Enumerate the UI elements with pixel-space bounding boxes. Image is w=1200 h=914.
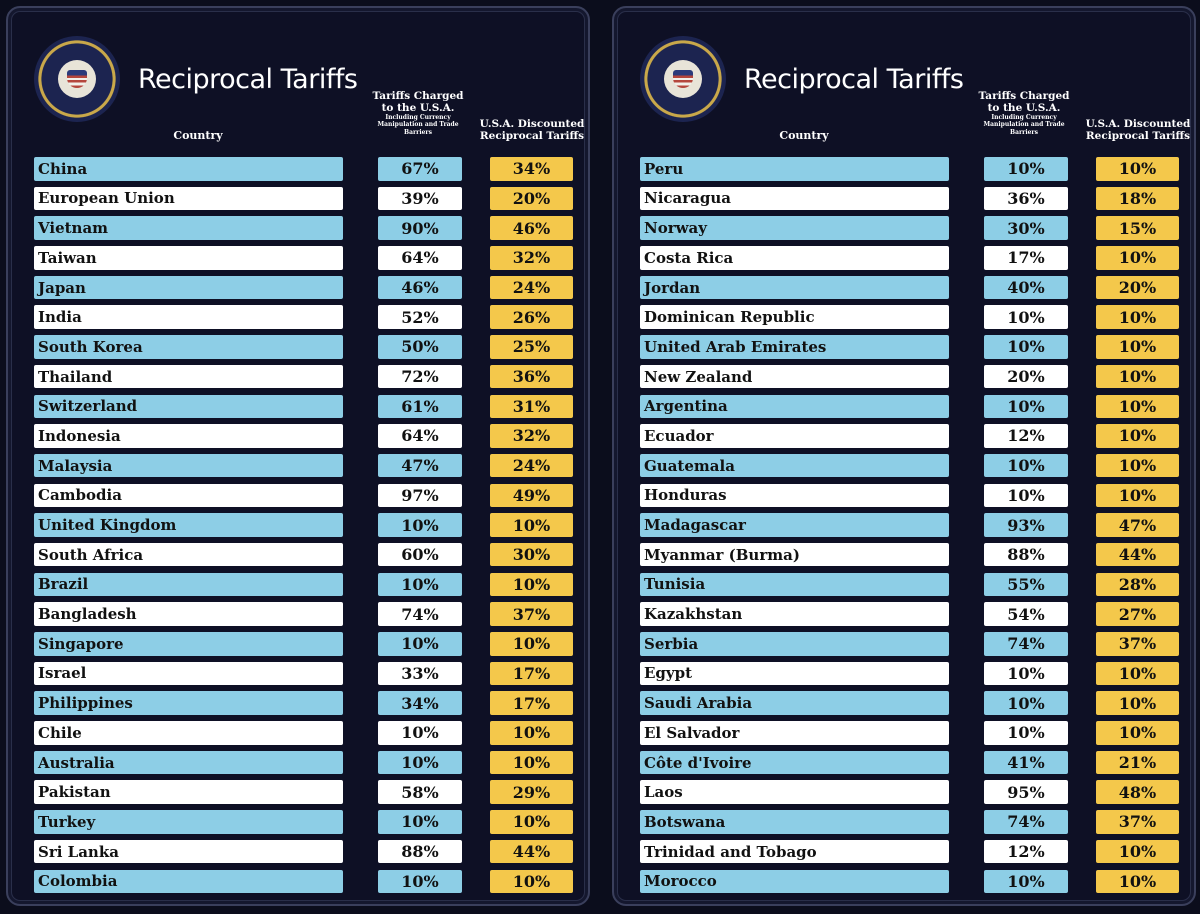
tariff-charged-cell: 47% (378, 454, 462, 478)
country-cell: Sri Lanka (34, 840, 343, 864)
discounted-tariff-cell: 47% (1096, 513, 1179, 537)
tariff-charged-cell: 12% (984, 424, 1068, 448)
header-tariffs-charged (370, 90, 466, 136)
table-row (34, 244, 580, 274)
panel-title: Reciprocal Tariffs (744, 64, 964, 95)
table-row (640, 422, 1186, 452)
discounted-tariff-cell: 10% (1096, 335, 1179, 359)
discounted-tariff-cell: 36% (490, 365, 573, 389)
tariff-charged-cell: 95% (984, 780, 1068, 804)
country-cell: Malaysia (34, 454, 343, 478)
country-cell: South Africa (34, 543, 343, 567)
table-row (640, 244, 1186, 274)
tariff-charged-cell: 10% (984, 662, 1068, 686)
table-row (640, 303, 1186, 333)
discounted-tariff-cell: 10% (1096, 305, 1179, 329)
table-row (34, 482, 580, 512)
table-row (34, 689, 580, 719)
tariff-charged-cell: 74% (984, 632, 1068, 656)
discounted-tariff-cell: 44% (1096, 543, 1179, 567)
country-cell: Dominican Republic (640, 305, 949, 329)
country-cell: Brazil (34, 573, 343, 597)
table-row (640, 155, 1186, 185)
discounted-tariff-cell: 34% (490, 157, 573, 181)
tariff-charged-cell: 34% (378, 691, 462, 715)
tariff-charged-cell: 41% (984, 751, 1068, 775)
discounted-tariff-cell: 10% (1096, 662, 1179, 686)
country-cell: Costa Rica (640, 246, 949, 270)
tariff-charged-cell: 33% (378, 662, 462, 686)
tariff-charged-cell: 10% (378, 573, 462, 597)
country-cell: Tunisia (640, 573, 949, 597)
country-cell: Honduras (640, 484, 949, 508)
tariff-charged-cell: 52% (378, 305, 462, 329)
tariff-charged-cell: 36% (984, 187, 1068, 211)
country-cell: Botswana (640, 810, 949, 834)
discounted-tariff-cell: 10% (1096, 840, 1179, 864)
country-cell: Israel (34, 662, 343, 686)
tariff-charged-cell: 72% (378, 365, 462, 389)
discounted-tariff-cell: 20% (1096, 276, 1179, 300)
table-row (34, 363, 580, 393)
table-row (34, 868, 580, 898)
country-cell: Morocco (640, 870, 949, 894)
discounted-tariff-cell: 18% (1096, 187, 1179, 211)
tariff-charged-cell: 40% (984, 276, 1068, 300)
table-row (640, 452, 1186, 482)
country-cell: Taiwan (34, 246, 343, 270)
country-cell: Madagascar (640, 513, 949, 537)
tariff-charged-cell: 10% (378, 810, 462, 834)
tariff-charged-cell: 20% (984, 365, 1068, 389)
tariff-charged-cell: 46% (378, 276, 462, 300)
country-cell: Cambodia (34, 484, 343, 508)
table-row (640, 185, 1186, 215)
discounted-tariff-cell: 15% (1096, 216, 1179, 240)
header-tariffs-charged-sub: Including Currency Manipulation and Trade Barriers (377, 114, 459, 136)
table-row (640, 511, 1186, 541)
table-row (34, 571, 580, 601)
tariff-charged-cell: 10% (378, 632, 462, 656)
discounted-tariff-cell: 10% (1096, 484, 1179, 508)
discounted-tariff-cell: 10% (490, 810, 573, 834)
table-row (640, 660, 1186, 690)
country-cell: Indonesia (34, 424, 343, 448)
tariff-charged-cell: 12% (984, 840, 1068, 864)
discounted-tariff-cell: 10% (1096, 870, 1179, 894)
discounted-tariff-cell: 31% (490, 395, 573, 419)
presidential-seal-icon (640, 36, 726, 122)
tariff-charged-cell: 74% (378, 602, 462, 626)
tariff-panel-right (612, 6, 1196, 906)
country-cell: Guatemala (640, 454, 949, 478)
country-cell: Switzerland (34, 395, 343, 419)
country-cell: El Salvador (640, 721, 949, 745)
discounted-tariff-cell: 25% (490, 335, 573, 359)
table-row (34, 778, 580, 808)
discounted-tariff-cell: 10% (490, 870, 573, 894)
table-row (34, 155, 580, 185)
country-cell: India (34, 305, 343, 329)
tariff-charged-cell: 93% (984, 513, 1068, 537)
table-row (640, 393, 1186, 423)
country-cell: Singapore (34, 632, 343, 656)
country-cell: United Arab Emirates (640, 335, 949, 359)
table-row (34, 719, 580, 749)
table-row (640, 778, 1186, 808)
tariff-charged-cell: 74% (984, 810, 1068, 834)
table-row (640, 363, 1186, 393)
country-cell: Côte d'Ivoire (640, 751, 949, 775)
table-row (34, 511, 580, 541)
discounted-tariff-cell: 10% (490, 721, 573, 745)
table-row (640, 482, 1186, 512)
country-cell: Australia (34, 751, 343, 775)
header-country: Country (173, 129, 223, 142)
country-cell: Colombia (34, 870, 343, 894)
tariff-charged-cell: 10% (984, 484, 1068, 508)
country-cell: Japan (34, 276, 343, 300)
tariff-charged-cell: 17% (984, 246, 1068, 270)
table-row (640, 838, 1186, 868)
discounted-tariff-cell: 44% (490, 840, 573, 864)
discounted-tariff-cell: 32% (490, 424, 573, 448)
tariff-charged-cell: 10% (984, 395, 1068, 419)
tariff-charged-cell: 55% (984, 573, 1068, 597)
discounted-tariff-cell: 27% (1096, 602, 1179, 626)
tariff-charged-cell: 97% (378, 484, 462, 508)
country-cell: Vietnam (34, 216, 343, 240)
presidential-seal-icon (34, 36, 120, 122)
tariff-charged-cell: 10% (378, 751, 462, 775)
table-row (34, 600, 580, 630)
country-cell: Norway (640, 216, 949, 240)
discounted-tariff-cell: 37% (490, 602, 573, 626)
tariff-charged-cell: 10% (984, 157, 1068, 181)
tariff-charged-cell: 10% (984, 335, 1068, 359)
discounted-tariff-cell: 17% (490, 691, 573, 715)
country-cell: Kazakhstan (640, 602, 949, 626)
discounted-tariff-cell: 10% (1096, 157, 1179, 181)
tariff-panel-left (6, 6, 590, 906)
discounted-tariff-cell: 10% (1096, 395, 1179, 419)
country-cell: Bangladesh (34, 602, 343, 626)
tariff-charged-cell: 10% (378, 721, 462, 745)
discounted-tariff-cell: 37% (1096, 632, 1179, 656)
tariff-table-right (640, 155, 1186, 897)
country-cell: Egypt (640, 662, 949, 686)
table-row (34, 808, 580, 838)
country-cell: Jordan (640, 276, 949, 300)
table-row (34, 452, 580, 482)
discounted-tariff-cell: 48% (1096, 780, 1179, 804)
table-row (640, 600, 1186, 630)
table-row (34, 393, 580, 423)
table-row (34, 185, 580, 215)
table-row (34, 333, 580, 363)
country-cell: Nicaragua (640, 187, 949, 211)
table-row (640, 868, 1186, 898)
header-tariffs-charged-main: Tariffs Charged to the U.S.A. (372, 90, 464, 115)
tariff-charged-cell: 61% (378, 395, 462, 419)
country-cell: Saudi Arabia (640, 691, 949, 715)
tariff-charged-cell: 30% (984, 216, 1068, 240)
tariff-charged-cell: 10% (984, 691, 1068, 715)
discounted-tariff-cell: 49% (490, 484, 573, 508)
tariff-charged-cell: 50% (378, 335, 462, 359)
tariff-charged-cell: 60% (378, 543, 462, 567)
discounted-tariff-cell: 10% (1096, 365, 1179, 389)
country-cell: New Zealand (640, 365, 949, 389)
tariff-table-left (34, 155, 580, 897)
table-row (640, 808, 1186, 838)
discounted-tariff-cell: 46% (490, 216, 573, 240)
table-row (34, 422, 580, 452)
tariff-charged-cell: 88% (378, 840, 462, 864)
header-country: Country (779, 129, 829, 142)
discounted-tariff-cell: 32% (490, 246, 573, 270)
country-cell: Thailand (34, 365, 343, 389)
table-row (640, 630, 1186, 660)
table-row (34, 630, 580, 660)
header-discounted-tariffs: U.S.A. Discounted Reciprocal Tariffs (479, 118, 585, 143)
country-cell: Turkey (34, 810, 343, 834)
tariff-charged-cell: 88% (984, 543, 1068, 567)
table-row (34, 541, 580, 571)
discounted-tariff-cell: 10% (490, 632, 573, 656)
table-row (34, 749, 580, 779)
tariff-charged-cell: 10% (378, 870, 462, 894)
discounted-tariff-cell: 10% (1096, 246, 1179, 270)
country-cell: Peru (640, 157, 949, 181)
table-row (640, 541, 1186, 571)
tariff-charged-cell: 10% (984, 721, 1068, 745)
table-row (34, 838, 580, 868)
country-cell: United Kingdom (34, 513, 343, 537)
country-cell: Argentina (640, 395, 949, 419)
table-row (640, 689, 1186, 719)
table-row (640, 749, 1186, 779)
discounted-tariff-cell: 30% (490, 543, 573, 567)
discounted-tariff-cell: 10% (1096, 424, 1179, 448)
country-cell: South Korea (34, 335, 343, 359)
discounted-tariff-cell: 10% (1096, 691, 1179, 715)
tariff-charged-cell: 10% (984, 454, 1068, 478)
tariff-charged-cell: 10% (378, 513, 462, 537)
header-tariffs-charged (976, 90, 1072, 136)
header-discounted-tariffs: U.S.A. Discounted Reciprocal Tariffs (1085, 118, 1191, 143)
table-row (640, 214, 1186, 244)
table-row (34, 214, 580, 244)
tariff-charged-cell: 39% (378, 187, 462, 211)
country-cell: Pakistan (34, 780, 343, 804)
table-row (640, 333, 1186, 363)
table-row (34, 274, 580, 304)
country-cell: Ecuador (640, 424, 949, 448)
table-row (640, 719, 1186, 749)
tariff-charged-cell: 67% (378, 157, 462, 181)
discounted-tariff-cell: 29% (490, 780, 573, 804)
tariff-charged-cell: 64% (378, 424, 462, 448)
country-cell: Chile (34, 721, 343, 745)
discounted-tariff-cell: 20% (490, 187, 573, 211)
tariff-charged-cell: 58% (378, 780, 462, 804)
country-cell: Myanmar (Burma) (640, 543, 949, 567)
discounted-tariff-cell: 10% (490, 573, 573, 597)
table-row (640, 274, 1186, 304)
tariff-charged-cell: 10% (984, 870, 1068, 894)
tariff-charged-cell: 10% (984, 305, 1068, 329)
table-row (34, 303, 580, 333)
discounted-tariff-cell: 17% (490, 662, 573, 686)
header-tariffs-charged-sub: Including Currency Manipulation and Trade Barriers (983, 114, 1065, 136)
country-cell: Trinidad and Tobago (640, 840, 949, 864)
discounted-tariff-cell: 37% (1096, 810, 1179, 834)
discounted-tariff-cell: 28% (1096, 573, 1179, 597)
discounted-tariff-cell: 24% (490, 454, 573, 478)
country-cell: Serbia (640, 632, 949, 656)
discounted-tariff-cell: 21% (1096, 751, 1179, 775)
table-row (640, 571, 1186, 601)
discounted-tariff-cell: 26% (490, 305, 573, 329)
discounted-tariff-cell: 10% (1096, 721, 1179, 745)
header-tariffs-charged-main: Tariffs Charged to the U.S.A. (978, 90, 1070, 115)
tariff-charged-cell: 90% (378, 216, 462, 240)
panel-title: Reciprocal Tariffs (138, 64, 358, 95)
country-cell: European Union (34, 187, 343, 211)
table-row (34, 660, 580, 690)
discounted-tariff-cell: 10% (490, 513, 573, 537)
tariff-charged-cell: 64% (378, 246, 462, 270)
discounted-tariff-cell: 10% (490, 751, 573, 775)
country-cell: Laos (640, 780, 949, 804)
discounted-tariff-cell: 24% (490, 276, 573, 300)
discounted-tariff-cell: 10% (1096, 454, 1179, 478)
country-cell: Philippines (34, 691, 343, 715)
tariff-charged-cell: 54% (984, 602, 1068, 626)
country-cell: China (34, 157, 343, 181)
